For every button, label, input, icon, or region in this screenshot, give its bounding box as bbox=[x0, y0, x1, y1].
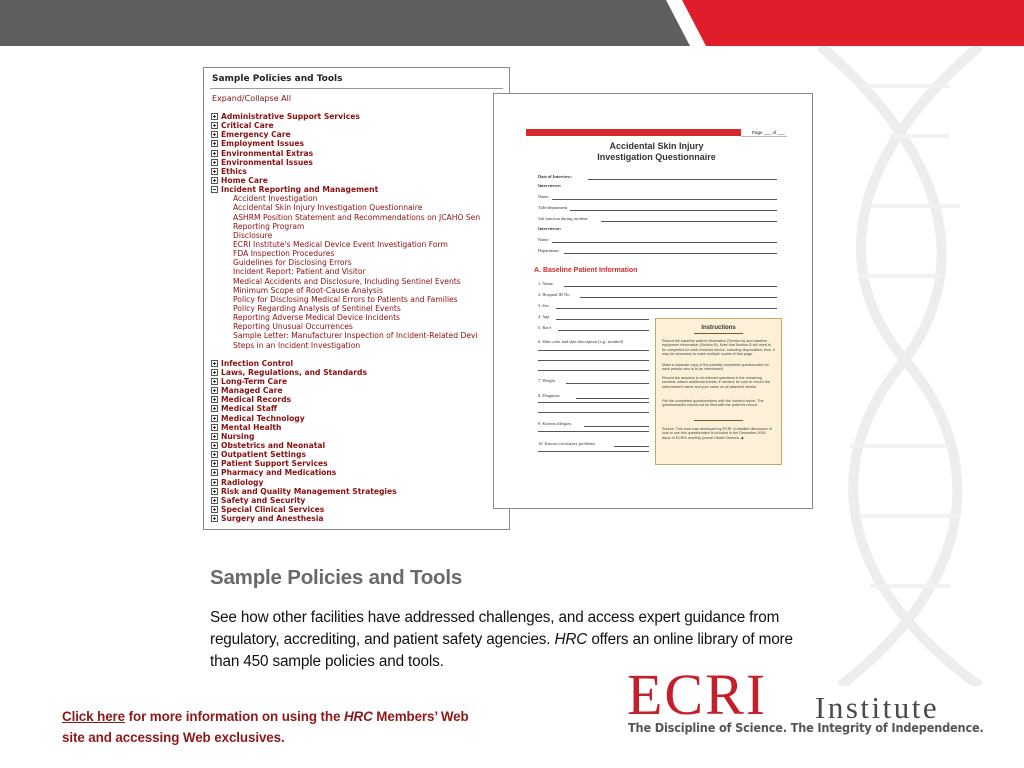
tree-category-label: Environmental Issues bbox=[221, 157, 313, 167]
expand-icon[interactable] bbox=[211, 140, 218, 147]
form-field-label: 4. Age bbox=[538, 314, 550, 319]
form-field-label: 2. Hospital ID No. bbox=[538, 292, 571, 297]
policy-list-screenshot bbox=[203, 67, 510, 530]
logo-institute: Institute bbox=[815, 690, 940, 725]
form-field-label: 10. Known circulatory problems bbox=[538, 441, 596, 446]
panel-divider bbox=[210, 88, 503, 89]
ecri-institute-logo bbox=[627, 662, 999, 744]
tree-category-label: Outpatient Settings bbox=[221, 450, 306, 460]
form-field-label: Title/department bbox=[538, 205, 568, 210]
form-field-line bbox=[538, 412, 649, 413]
tree-category[interactable] bbox=[211, 423, 510, 432]
collapse-icon[interactable] bbox=[211, 186, 218, 193]
description-emphasis: HRC bbox=[554, 631, 588, 648]
form-field-label: 3. Sex bbox=[538, 303, 549, 308]
tree-category-label: Safety and Security bbox=[221, 495, 306, 505]
expand-icon[interactable] bbox=[211, 506, 218, 513]
form-field-label: 6. Skin color and skin description (e.g., mottled) bbox=[538, 339, 623, 344]
expand-icon[interactable] bbox=[211, 360, 218, 367]
tree-category[interactable] bbox=[211, 459, 510, 468]
tree-category-label: Managed Care bbox=[221, 386, 283, 396]
tree-category[interactable] bbox=[211, 130, 510, 139]
instructions-paragraph: Record the answers to all relevant questions in the remaining sections. Attach additional sheets, if needed; be sure to record the interviewee's name and your name on all attached sheets. bbox=[662, 376, 770, 389]
header-red-accent bbox=[0, 0, 1024, 46]
tree-category[interactable] bbox=[211, 176, 510, 185]
form-field-line bbox=[601, 221, 777, 222]
form-field-label: Interviewer: bbox=[538, 226, 562, 231]
panel-title: Sample Policies and Tools bbox=[212, 74, 343, 84]
form-field-line bbox=[538, 431, 649, 432]
tree-category[interactable] bbox=[211, 395, 510, 404]
expand-icon[interactable] bbox=[211, 415, 218, 422]
expand-icon[interactable] bbox=[211, 387, 218, 394]
tree-category-label: Critical Care bbox=[221, 121, 274, 131]
description-text: offers an online library of more than 450 sample policies and tools. bbox=[210, 631, 793, 670]
form-field-line bbox=[580, 297, 777, 298]
tree-category-label: Radiology bbox=[221, 477, 264, 487]
instructions-box bbox=[655, 318, 782, 465]
expand-icon[interactable] bbox=[211, 442, 218, 449]
tree-category-label: Administrative Support Services bbox=[221, 112, 360, 122]
expand-icon[interactable] bbox=[211, 405, 218, 412]
tree-subitem-link[interactable]: Guidelines for Disclosing Errors bbox=[233, 258, 352, 268]
form-field-line bbox=[576, 398, 649, 399]
tree-subitem-link[interactable]: Sample Letter: Manufacturer Inspection of Incident-Related Devi bbox=[233, 331, 478, 341]
section-heading: Sample Policies and Tools bbox=[210, 566, 463, 589]
questionnaire-document-preview bbox=[493, 93, 813, 509]
tree-category-label: Pharmacy and Medications bbox=[221, 468, 337, 478]
tree-subitem-link[interactable]: Accident Investigation bbox=[233, 194, 318, 204]
tree-category[interactable] bbox=[211, 359, 510, 368]
form-field-line bbox=[538, 402, 649, 403]
footer-note bbox=[62, 706, 482, 748]
form-field-line bbox=[538, 370, 649, 371]
form-field-label: Name bbox=[538, 237, 549, 242]
tree-category-label: Home Care bbox=[221, 176, 268, 186]
tree-category[interactable] bbox=[211, 468, 510, 477]
expand-icon[interactable] bbox=[211, 479, 218, 486]
tree-category[interactable] bbox=[211, 414, 510, 423]
form-field-label: 9. Known allergies bbox=[538, 421, 572, 426]
tree-category[interactable] bbox=[211, 112, 510, 121]
form-field-line bbox=[584, 426, 649, 427]
tree-category-expanded[interactable] bbox=[211, 185, 510, 194]
instructions-title: Instructions bbox=[701, 325, 736, 331]
expand-icon[interactable] bbox=[211, 424, 218, 431]
tree-category[interactable] bbox=[211, 487, 510, 496]
tree-subitem-link[interactable]: Disclosure bbox=[233, 230, 273, 240]
expand-icon[interactable] bbox=[211, 460, 218, 467]
form-field-line bbox=[570, 210, 777, 211]
instructions-divider bbox=[694, 333, 743, 334]
expand-icon[interactable] bbox=[211, 488, 218, 495]
expand-icon[interactable] bbox=[211, 469, 218, 476]
form-field-line bbox=[556, 319, 649, 320]
tree-category[interactable] bbox=[211, 404, 510, 413]
form-field-line bbox=[614, 446, 649, 447]
expand-collapse-all-link[interactable]: Expand/Collapse All bbox=[212, 94, 292, 103]
footer-emphasis: HRC bbox=[343, 709, 373, 724]
page-number-label: Page ___ of ___ bbox=[741, 128, 787, 137]
expand-icon[interactable] bbox=[211, 168, 218, 175]
tree-subitem-link[interactable]: Reporting Unusual Occurrences bbox=[233, 322, 353, 332]
document-title-line-2: Investigation Questionnaire bbox=[597, 152, 716, 162]
tree-category[interactable] bbox=[211, 167, 510, 176]
tree-category-label: Long-Term Care bbox=[221, 377, 288, 386]
expand-icon[interactable] bbox=[211, 369, 218, 376]
logo-tagline: The Discipline of Science. The Integrity of Independence. bbox=[628, 720, 984, 735]
form-field-line bbox=[552, 242, 777, 243]
form-field-line bbox=[558, 330, 649, 331]
tree-category[interactable] bbox=[211, 432, 510, 441]
tree-subitem-link[interactable]: Accidental Skin Injury Investigation Questionnaire bbox=[233, 203, 423, 213]
expand-icon[interactable] bbox=[211, 433, 218, 440]
form-field-label: Interviewee: bbox=[538, 183, 562, 188]
expand-icon[interactable] bbox=[211, 396, 218, 403]
tree-category[interactable] bbox=[211, 441, 510, 450]
form-field-label: 1. Name bbox=[538, 281, 553, 286]
tree-category-label: Medical Staff bbox=[221, 404, 277, 414]
form-field-label: Date of Interview: bbox=[538, 174, 573, 179]
tree-category-label: Environmental Extras bbox=[221, 148, 314, 158]
tree-category-label: Mental Health bbox=[221, 422, 282, 432]
tree-subitem-link[interactable]: FDA Inspection Procedures bbox=[233, 249, 335, 259]
tree-category[interactable] bbox=[211, 496, 510, 505]
expand-icon[interactable] bbox=[211, 378, 218, 385]
expand-icon[interactable] bbox=[211, 150, 218, 157]
form-field-label: Name bbox=[538, 194, 549, 199]
tree-subitem-link[interactable]: ECRI Institute's Medical Device Event Investigation Form bbox=[233, 240, 448, 250]
form-field-label: 5. Race bbox=[538, 325, 552, 330]
tree-category-label: Surgery and Anesthesia bbox=[221, 514, 324, 524]
expand-icon[interactable] bbox=[211, 113, 218, 120]
form-field-line bbox=[588, 179, 777, 180]
document-title-line-1: Accidental Skin Injury bbox=[609, 141, 704, 151]
tree-category-label: Nursing bbox=[221, 431, 255, 441]
click-here-link[interactable]: Click here bbox=[62, 709, 126, 724]
expand-icon[interactable] bbox=[211, 515, 218, 522]
form-field-line bbox=[538, 451, 649, 452]
section-a-title: A. Baseline Patient Information bbox=[534, 267, 638, 274]
tree-subitem-link[interactable]: Policy for Disclosing Medical Errors to Patients and Families bbox=[233, 294, 458, 304]
tree-category-label: Patient Support Services bbox=[221, 459, 328, 469]
tree-category-label: Obstetrics and Neonatal bbox=[221, 440, 326, 450]
tree-subitem-link[interactable]: Minimum Scope of Root-Cause Analysis bbox=[233, 285, 383, 295]
tree-category[interactable] bbox=[211, 514, 510, 523]
tree-category[interactable] bbox=[211, 386, 510, 395]
footer-text: Members’ Web site and accessing Web exclusives. bbox=[62, 709, 469, 745]
tree-subitem-link[interactable]: ASHRM Position Statement and Recommendations on JCAHO Sen bbox=[233, 212, 481, 222]
tree-subitem-link[interactable]: Reporting Adverse Medical Device Incidents bbox=[233, 313, 401, 323]
form-field-label: Job function during incident bbox=[538, 216, 588, 221]
tree-category[interactable] bbox=[211, 158, 510, 167]
tree-category-label: Emergency Care bbox=[221, 130, 291, 140]
tree-category[interactable] bbox=[211, 505, 510, 514]
document-header-bar bbox=[526, 129, 787, 136]
policy-tree bbox=[211, 112, 510, 523]
expand-icon[interactable] bbox=[211, 131, 218, 138]
form-field-label: Department bbox=[538, 248, 559, 253]
form-field-label: 8. Diagnosis bbox=[538, 393, 560, 398]
instructions-paragraph: File the completed questionnaires with the incident report. The questionnaires should not be filed with the patient's record. bbox=[662, 399, 764, 408]
tree-category[interactable] bbox=[211, 368, 510, 377]
tree-category-label: Ethics bbox=[221, 166, 247, 176]
tree-category[interactable] bbox=[211, 121, 510, 130]
tree-subitem-link[interactable]: Medical Accidents and Disclosure, Including Sentinel Events bbox=[233, 276, 461, 286]
tree-category[interactable] bbox=[211, 477, 510, 486]
expand-icon[interactable] bbox=[211, 122, 218, 129]
expand-icon[interactable] bbox=[211, 159, 218, 166]
form-field-line bbox=[564, 253, 777, 254]
form-field-line bbox=[552, 199, 777, 200]
form-field-label: 7. Weight bbox=[538, 378, 555, 383]
tree-category-label: Medical Records bbox=[221, 395, 292, 405]
tree-category-label: Laws, Regulations, and Standards bbox=[221, 367, 367, 377]
tree-subitem-link[interactable]: Steps in an Incident Investigation bbox=[233, 340, 361, 350]
tree-category[interactable] bbox=[211, 139, 510, 148]
tree-category[interactable] bbox=[211, 450, 510, 459]
dna-background-graphic bbox=[780, 46, 1024, 686]
form-field-line bbox=[564, 286, 777, 287]
form-field-line bbox=[556, 308, 777, 309]
expand-icon[interactable] bbox=[211, 497, 218, 504]
tree-category[interactable] bbox=[211, 149, 510, 158]
tree-subitem-link[interactable]: Reporting Program bbox=[233, 221, 305, 231]
tree-category-label: Employment Issues bbox=[221, 139, 304, 149]
logo-wordmark: ECRI bbox=[627, 662, 768, 727]
tree-subitem-link[interactable]: Incident Report: Patient and Visitor bbox=[233, 267, 366, 277]
instructions-source: Source. This form was developed by ECRI. A detailed discussion of how to use this questionnaire is included in the December 2005 issue of ECRI's monthly journal Health Devices. ◆ bbox=[662, 427, 772, 440]
instructions-divider bbox=[694, 420, 743, 421]
tree-category[interactable] bbox=[211, 377, 510, 386]
form-field-line bbox=[538, 350, 649, 351]
tree-subitem-link[interactable]: Policy Regarding Analysis of Sentinel Events bbox=[233, 304, 401, 314]
tree-category-label: Incident Reporting and Management bbox=[221, 185, 379, 195]
expand-icon[interactable] bbox=[211, 451, 218, 458]
footer-text: for more information on using the bbox=[125, 709, 344, 724]
tree-category-label: Infection Control bbox=[221, 358, 294, 368]
instructions-paragraph: Record the baseline patient information (Section A) and baseline equipment information (Section B). Note that Section B will need to be completed for each involved device, including disposables; thus, it may be necessary to make multiple copies of that page. bbox=[662, 339, 775, 357]
expand-icon[interactable] bbox=[211, 177, 218, 184]
form-field-line bbox=[538, 360, 649, 361]
form-field-line bbox=[566, 383, 649, 384]
description-text: See how other facilities have addressed challenges, and access expert guidance from regulatory, accrediting, and patient safety agencies. bbox=[210, 609, 780, 648]
instructions-paragraph: Make a separate copy of the partially completed questionnaire for each person who is to be interviewed. bbox=[662, 363, 769, 372]
tree-category-label: Medical Technology bbox=[221, 413, 305, 423]
tree-category-label: Risk and Quality Management Strategies bbox=[221, 486, 397, 496]
tree-category-label: Special Clinical Services bbox=[221, 504, 325, 514]
